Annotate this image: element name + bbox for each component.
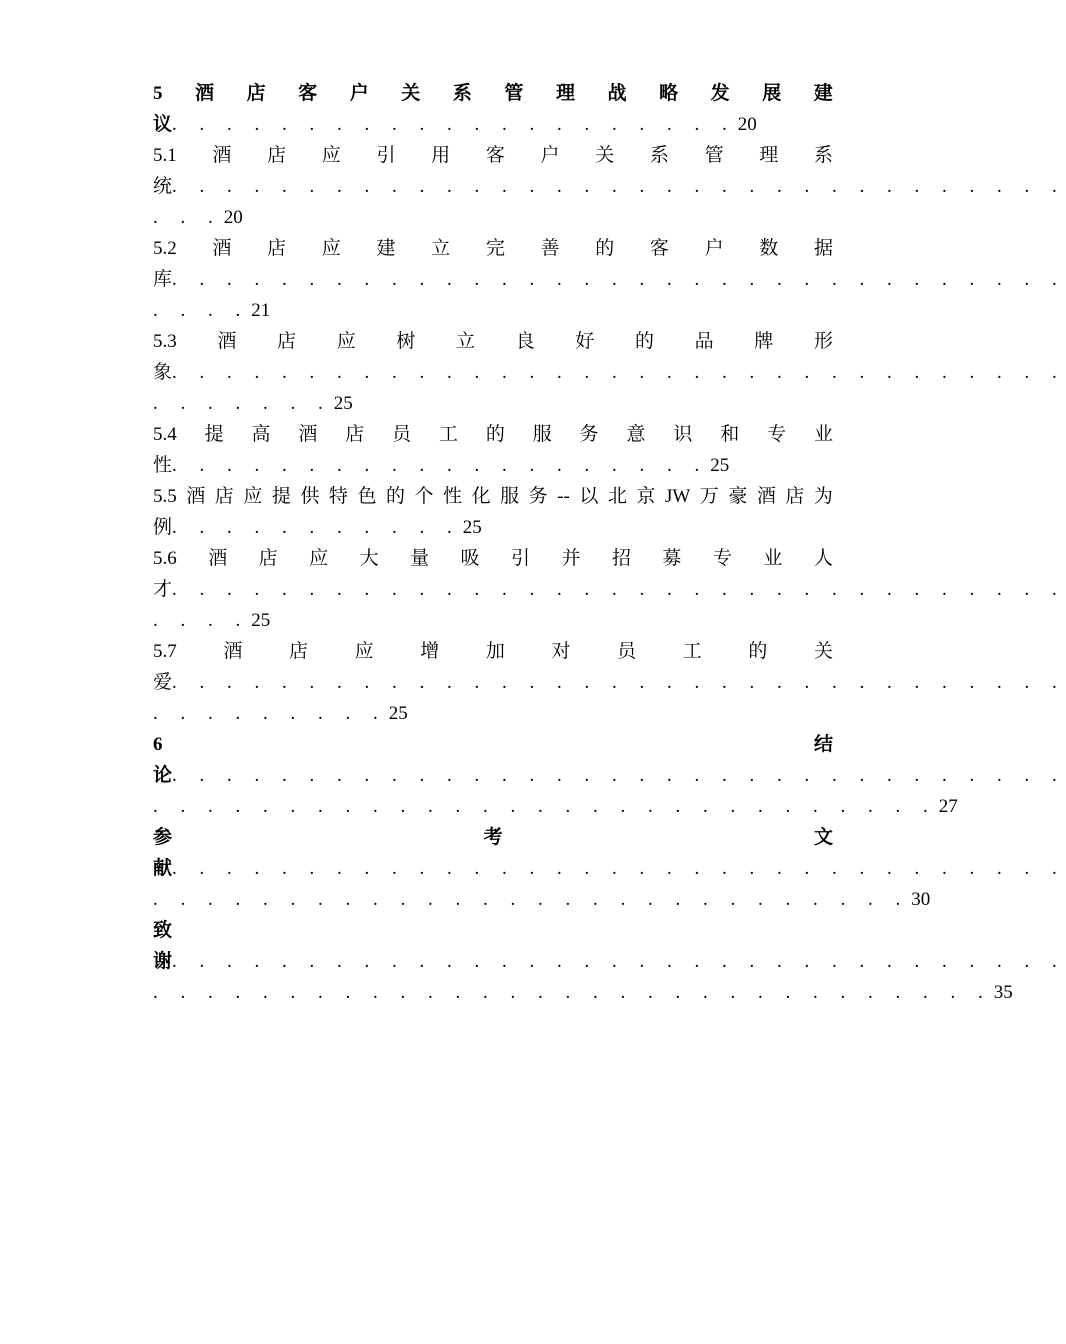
toc-entry-title-char: 据 (813, 238, 833, 259)
toc-page-number: 25 (388, 703, 408, 724)
toc-entry-title-char: 户 (349, 83, 369, 104)
toc-entry-title-char: 工 (438, 424, 458, 445)
toc-entry-title-end: 才 (153, 579, 173, 600)
toc-entry-5-7-line2[interactable] (153, 667, 1066, 698)
toc-entry-title-char: 募 (662, 548, 682, 569)
toc-entry-title-char: 建 (376, 238, 396, 259)
toc-entry-title-end: 爱 (153, 672, 173, 693)
toc-entry-title-char: 服 (500, 486, 520, 507)
toc-entry-title-char: 店 (246, 83, 266, 104)
toc-page-number: 20 (223, 207, 243, 228)
toc-entry-title-end: 性 (153, 455, 173, 476)
toc-entry-title-char: 豪 (728, 486, 748, 507)
toc-entry-references-line2[interactable] (153, 853, 1066, 884)
toc-entry-title-char: 和 (720, 424, 740, 445)
toc-entry-title-char: 系 (649, 145, 669, 166)
toc-entry-title-char: 客 (298, 83, 318, 104)
toc-page-number: 25 (462, 517, 482, 538)
toc-entry-number: 5 (153, 83, 163, 104)
toc-entry-title-char: 形 (813, 331, 833, 352)
toc-entry-title-char: 文 (813, 827, 833, 848)
toc-entry-title-char: 化 (471, 486, 491, 507)
toc-leader-dots: . . . . . . . . . . . . . . . . . . . . . . . . . . . . . . . . . (172, 951, 1066, 972)
toc-entry-5-3-line2[interactable] (153, 357, 1066, 388)
toc-leader-dots: . . . . . . . . . . . (172, 517, 461, 538)
toc-leader-dots: . . . . . . . . . . . . . . . . . . . . . . . . . . . . . . . . . (172, 858, 1066, 879)
toc-entry-title-char: 考 (483, 827, 503, 848)
toc-entry-title-char: 员 (392, 424, 412, 445)
toc-entry-title-char: 的 (385, 486, 405, 507)
toc-entry-5-2-line1 (153, 233, 833, 264)
toc-entry-title-char: 完 (485, 238, 505, 259)
toc-entry-number: 5.5 (153, 486, 177, 507)
toc-entry-5-4-line2[interactable] (153, 450, 833, 481)
toc-entry-title-char: 系 (452, 83, 472, 104)
toc-entry-title-char: 酒 (208, 548, 228, 569)
toc-entry-title-char: 店 (277, 331, 297, 352)
toc-page-number: 35 (993, 982, 1013, 1003)
toc-page-number: 25 (251, 610, 271, 631)
toc-leader-dots: . . . . . . . . . . . . . . . . . . . . . (172, 114, 736, 135)
toc-entry-title-char: 识 (673, 424, 693, 445)
toc-entry-5-line1 (153, 78, 833, 109)
toc-entry-title-char: 的 (634, 331, 654, 352)
toc-entry-title-char: 性 (443, 486, 463, 507)
toc-entry-6-line3[interactable] (153, 791, 958, 822)
toc-entry-title-char: 店 (785, 486, 805, 507)
toc-entry-title-char: 量 (410, 548, 430, 569)
toc-entry-5-7-line1 (153, 636, 833, 667)
toc-leader-dots: . . . . (153, 610, 250, 631)
toc-entry-title-char: 酒 (756, 486, 776, 507)
toc-entry-references-line1 (153, 822, 833, 853)
toc-entry-title-char: 的 (595, 238, 615, 259)
toc-leader-dots: . . . . . . . . . . . . . . . . . . . . (172, 455, 709, 476)
toc-entry-title-char: 的 (748, 641, 768, 662)
toc-entry-acknowledgements-line2[interactable] (153, 946, 1066, 977)
toc-entry-title-char: 理 (759, 145, 779, 166)
toc-entry-title-char: JW (664, 486, 691, 507)
toc-entry-title-char: 吸 (460, 548, 480, 569)
toc-entry-title-char: 意 (626, 424, 646, 445)
toc-entry-title-end: 议 (153, 114, 173, 135)
toc-entry-title-char: 立 (431, 238, 451, 259)
toc-entry-title-char: 酒 (212, 145, 232, 166)
toc-entry-title-char: 以 (579, 486, 599, 507)
toc-page-number: 27 (938, 796, 958, 817)
toc-entry-5-4-line1 (153, 419, 833, 450)
toc-leader-dots: . . . . . . . . . . . . . . . . . . . . . . . . . . . . . . . (153, 982, 992, 1003)
toc-page-number: 21 (251, 300, 271, 321)
toc-entry-acknowledgements-line3[interactable] (153, 977, 1013, 1008)
toc-entry-5-1-line2[interactable] (153, 171, 1066, 202)
toc-entry-title-char: 酒 (212, 238, 232, 259)
toc-entry-title-char: 品 (694, 331, 714, 352)
toc-leader-dots: . . . . . . . (153, 393, 332, 414)
toc-entry-title-char: 店 (214, 486, 234, 507)
toc-entry-title-char: 引 (376, 145, 396, 166)
toc-entry-title-char: 北 (607, 486, 627, 507)
toc-entry-5-3-line1 (153, 326, 833, 357)
toc-entry-title-char: 增 (420, 641, 440, 662)
toc-entry-title-end: 象 (153, 362, 173, 383)
toc-entry-title-char: 京 (636, 486, 656, 507)
toc-entry-title-char: 好 (575, 331, 595, 352)
toc-entry-title-char: 管 (504, 83, 524, 104)
toc-entry-6-line1 (153, 729, 833, 760)
toc-entry-title-char: 立 (456, 331, 476, 352)
toc-entry-5-2-line3[interactable] (153, 295, 833, 326)
toc-entry-title-char: 的 (485, 424, 505, 445)
toc-entry-title-char: 店 (288, 641, 308, 662)
toc-entry-title-char: 加 (485, 641, 505, 662)
toc-entry-title-start: 致 (153, 920, 173, 941)
toc-entry-title-char: 店 (267, 238, 287, 259)
toc-entry-title-char: 户 (704, 238, 724, 259)
toc-entry-title-char: 管 (704, 145, 724, 166)
toc-entry-title-char: 万 (699, 486, 719, 507)
toc-entry-5-7-line3[interactable] (153, 698, 833, 729)
toc-entry-title-char: 业 (813, 424, 833, 445)
toc-entry-6-line2[interactable] (153, 760, 1066, 791)
toc-entry-title-end: 献 (153, 858, 173, 879)
toc-entry-title-char: 牌 (754, 331, 774, 352)
toc-entry-title-char: 善 (540, 238, 560, 259)
toc-entry-title-char: 战 (607, 83, 627, 104)
toc-entry-title-char: 结 (813, 734, 833, 755)
toc-leader-dots: . . . . . . . . . . . . . . . . . . . . . . . . . . . . . . . . . (172, 579, 1066, 600)
toc-leader-dots: . . . . . . . . . . . . . . . . . . . . . . . . . . . . . . . . . (172, 362, 1066, 383)
toc-entry-5-line2[interactable] (153, 109, 833, 140)
toc-entry-title-char: 对 (551, 641, 571, 662)
toc-leader-dots: . . . . . . . . . . . . . . . . . . . . . . . . . . . . . . . . . (172, 176, 1066, 197)
toc-leader-dots: . . . . (153, 300, 250, 321)
toc-entry-acknowledgements-line1 (153, 915, 833, 946)
toc-entry-title-char: -- (557, 486, 570, 507)
toc-entry-title-char: 为 (813, 486, 833, 507)
toc-leader-dots: . . . . . . . . . . . . . . . . . . . . . . . . . . . . . . . . . (172, 765, 1066, 786)
toc-entry-title-char: 建 (813, 83, 833, 104)
toc-page-number: 30 (911, 889, 931, 910)
toc-entry-title-char: 系 (813, 145, 833, 166)
toc-entry-title-char: 供 (300, 486, 320, 507)
toc-entry-title-char: 酒 (195, 83, 215, 104)
toc-entry-title-char: 酒 (223, 641, 243, 662)
toc-entry-title-char: 个 (414, 486, 434, 507)
toc-entry-number: 5.6 (153, 548, 177, 569)
toc-entry-title-char: 关 (401, 83, 421, 104)
toc-entry-title-char: 员 (617, 641, 637, 662)
toc-entry-title-char: 店 (258, 548, 278, 569)
toc-entry-title-char: 客 (649, 238, 669, 259)
toc-entry-title-char: 应 (321, 145, 341, 166)
toc-entry-title-char: 树 (396, 331, 416, 352)
toc-leader-dots: . . . . . . . . . . . . . . . . . . . . . . . . . . . . . . . . . (172, 672, 1066, 693)
toc-entry-5-1-line3[interactable] (153, 202, 833, 233)
toc-entry-title-char: 业 (763, 548, 783, 569)
toc-entry-title-char: 参 (153, 827, 173, 848)
toc-entry-title-char: 应 (243, 486, 263, 507)
toc-entry-title-char: 展 (762, 83, 782, 104)
toc-entry-title-char: 高 (251, 424, 271, 445)
toc-entry-title-char: 工 (682, 641, 702, 662)
toc-entry-title-char: 应 (354, 641, 374, 662)
toc-entry-title-end: 论 (153, 765, 173, 786)
toc-entry-title-char: 发 (710, 83, 730, 104)
toc-entry-number: 5.7 (153, 641, 177, 662)
toc-entry-title-char: 提 (271, 486, 291, 507)
toc-entry-5-1-line1 (153, 140, 833, 171)
toc-page-number: 25 (710, 455, 730, 476)
toc-entry-title-char: 用 (431, 145, 451, 166)
toc-entry-title-char: 酒 (298, 424, 318, 445)
toc-entry-title-char: 色 (357, 486, 377, 507)
toc-entry-title-char: 略 (659, 83, 679, 104)
toc-entry-title-char: 务 (579, 424, 599, 445)
toc-leader-dots: . . . . . . . . . . . . . . . . . . . . . . . . . . . . (153, 889, 910, 910)
toc-entry-number: 5.2 (153, 238, 177, 259)
toc-entry-title-char: 应 (336, 331, 356, 352)
toc-entry-title-char: 服 (532, 424, 552, 445)
toc-entry-title-char: 关 (813, 641, 833, 662)
toc-entry-5-6-line2[interactable] (153, 574, 1066, 605)
toc-entry-title-char: 大 (359, 548, 379, 569)
toc-entry-title-char: 并 (561, 548, 581, 569)
toc-entry-title-char: 理 (555, 83, 575, 104)
toc-leader-dots: . . . (153, 207, 222, 228)
toc-entry-number: 5.1 (153, 145, 177, 166)
toc-entry-5-3-line3[interactable] (153, 388, 833, 419)
toc-entry-number: 6 (153, 734, 163, 755)
toc-entry-5-2-line2[interactable] (153, 264, 1066, 295)
toc-entry-title-char: 户 (540, 145, 560, 166)
toc-entry-title-char: 良 (515, 331, 535, 352)
toc-page-number: 20 (737, 114, 757, 135)
toc-entry-number: 5.3 (153, 331, 177, 352)
toc-entry-5-6-line3[interactable] (153, 605, 833, 636)
toc-entry-title-char: 提 (204, 424, 224, 445)
toc-entry-title-char: 引 (511, 548, 531, 569)
toc-entry-5-6-line1 (153, 543, 833, 574)
toc-entry-title-char: 酒 (186, 486, 206, 507)
toc-entry-title-char: 客 (485, 145, 505, 166)
toc-entry-references-line3[interactable] (153, 884, 931, 915)
toc-entry-5-5-line1 (153, 481, 833, 512)
toc-entry-title-end: 统 (153, 176, 173, 197)
toc-entry-title-char: 招 (611, 548, 631, 569)
toc-entry-title-char: 专 (712, 548, 732, 569)
toc-leader-dots: . . . . . . . . . . . . . . . . . . . . . . . . . . . . . (153, 796, 937, 817)
toc-entry-title-char: 店 (267, 145, 287, 166)
toc-entry-title-char: 店 (345, 424, 365, 445)
toc-entry-title-end: 库 (153, 269, 173, 290)
toc-entry-title-char: 数 (759, 238, 779, 259)
table-of-contents (153, 78, 1066, 1008)
toc-entry-number: 5.4 (153, 424, 177, 445)
toc-leader-dots: . . . . . . . . . . . . . . . . . . . . . . . . . . . . . . . . . (172, 269, 1066, 290)
toc-entry-title-char: 特 (328, 486, 348, 507)
toc-entry-title-end: 例 (153, 517, 173, 538)
toc-entry-5-5-line2[interactable] (153, 512, 833, 543)
toc-entry-title-char: 应 (309, 548, 329, 569)
toc-leader-dots: . . . . . . . . . (153, 703, 387, 724)
toc-entry-title-char: 应 (321, 238, 341, 259)
toc-entry-title-char: 专 (767, 424, 787, 445)
toc-entry-title-char: 酒 (217, 331, 237, 352)
toc-entry-title-char: 关 (595, 145, 615, 166)
toc-entry-title-char: 务 (528, 486, 548, 507)
toc-page-number: 25 (333, 393, 353, 414)
toc-entry-title-char: 人 (813, 548, 833, 569)
toc-entry-title-end: 谢 (153, 951, 173, 972)
